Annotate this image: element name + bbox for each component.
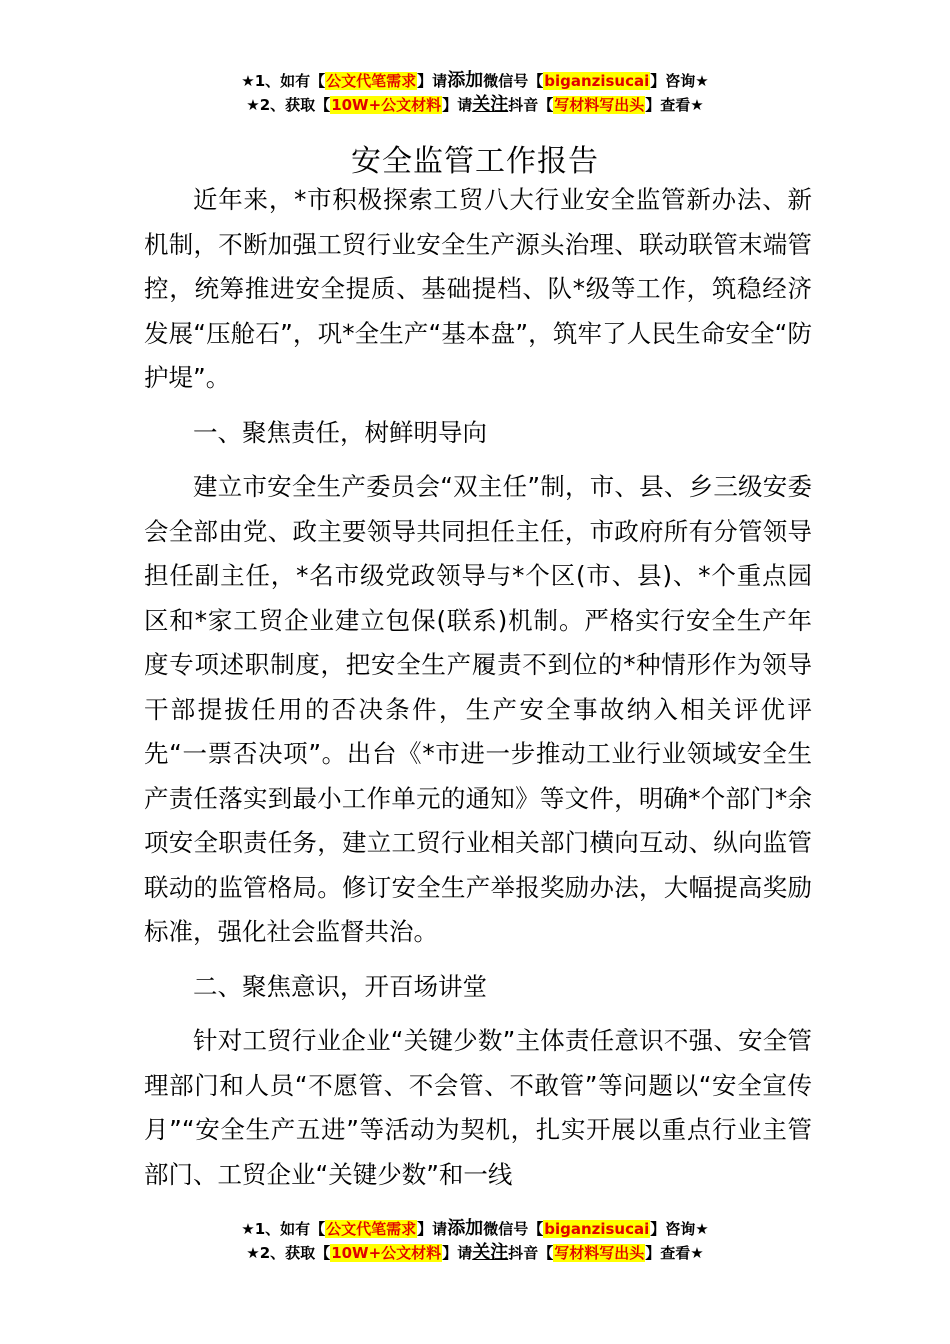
header-banner [0,69,950,117]
footer-banner-line1: ★1、如有【公文代笔需求】请添加微信号【biganzisucai】咨询★ [241,1218,709,1239]
header-banner-line2: ★2、获取【10W+公文材料】请关注抖音【写材料写出头】查看★ [246,94,704,115]
section-2-paragraph: 针对工贸行业企业“关键少数”主体责任意识不强、安全管理部门和人员“不愿管、不会管、不敢管”等问题以“安全宣传月”“安全生产五进”等活动为契机，扎实开展以重点行业主管部门、工贸企业“关键少数”和一线 [144,1026,812,1189]
document-title: 安全监管工作报告 [351,144,599,180]
service-highlight: 公文代笔需求 [326,1220,417,1238]
douyin-id-highlight: 写材料写出头 [554,96,645,114]
materials-highlight: 10W+公文材料 [331,96,442,114]
douyin-id-highlight: 写材料写出头 [554,1244,645,1262]
section-1-heading: 一、聚焦责任，树鲜明导向 [193,417,487,447]
materials-highlight: 10W+公文材料 [331,1244,442,1262]
footer-banner [0,1217,950,1265]
header-banner-line1: ★1、如有【公文代笔需求】请添加微信号【biganzisucai】咨询★ [241,70,709,91]
intro-paragraph: 近年来，*市积极探索工贸八大行业安全监管新办法、新机制，不断加强工贸行业安全生产源头治理、联动联管末端管控，统筹推进安全提质、基础提档、队*级等工作，筑稳经济发展“压舱石”，巩*全生产“基本盘”，筑牢了人民生命安全“防护堤”。 [144,185,812,392]
document-body [144,178,812,1207]
wechat-id-highlight: biganzisucai [544,72,650,90]
wechat-id-highlight: biganzisucai [544,1220,650,1238]
section-1-paragraph: 建立市安全生产委员会“双主任”制，市、县、乡三级安委会全部由党、政主要领导共同担任主任，市政府所有分管领导担任副主任，*名市级党政领导与*个区(市、县)、*个重点园区和*家工贸企业建立包保(联系)机制。严格实行安全生产年度专项述职制度，把安全生产履责不到位的*种情形作为领导干部提拔任用的否决条件，生产安全事故纳入相关评优评先“一票否决项”。出台《*市进一步推动工业行业领域安全生产责任落实到最小工作单元的通知》等文件，明确*个部门*余项安全职责任务，建立工贸行业相关部门横向互动、纵向监管联动的监管格局。修订安全生产举报奖励办法，大幅提高奖励标准，强化社会监督共治。 [144,472,812,946]
footer-banner-line2: ★2、获取【10W+公文材料】请关注抖音【写材料写出头】查看★ [246,1242,704,1263]
service-highlight: 公文代笔需求 [326,72,417,90]
section-2-heading: 二、聚焦意识，开百场讲堂 [193,971,487,1001]
